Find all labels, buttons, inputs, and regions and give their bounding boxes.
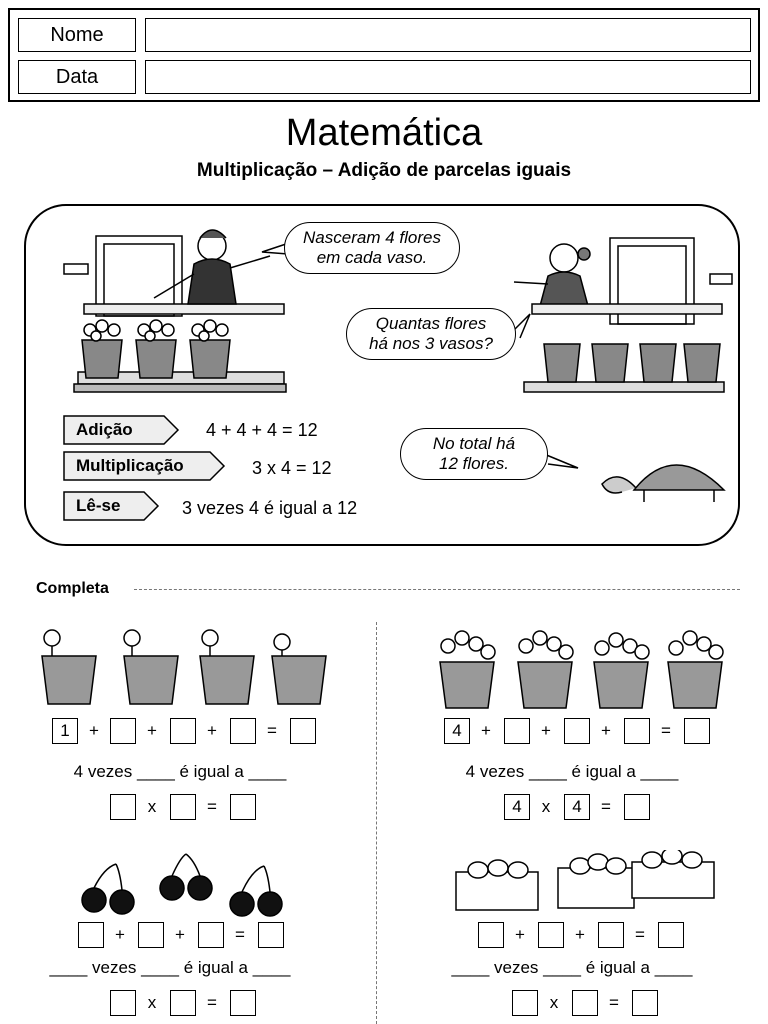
exercise-1-2-pictures	[0, 620, 768, 720]
ex1-sentence: 4 vezes ____ é igual a ____	[73, 762, 287, 781]
ex1-box-4[interactable]	[230, 718, 256, 744]
ex4-box-2[interactable]	[538, 922, 564, 948]
ex1-plus-3: +	[207, 721, 217, 740]
ex2-mult-box-b[interactable]: 4	[564, 794, 590, 820]
ex3-plus-1: +	[115, 925, 125, 944]
ex3-mult-box-b[interactable]	[170, 990, 196, 1016]
ex4-plus-2: +	[575, 925, 585, 944]
ex3-times: x	[147, 993, 157, 1012]
ex1-box-2[interactable]	[110, 718, 136, 744]
ex3-sentence: ____ vezes ____ é igual a ____	[49, 958, 291, 977]
ex4-times: x	[549, 993, 559, 1012]
ex1-mult-box-b[interactable]	[170, 794, 196, 820]
ex1-plus-2: +	[147, 721, 157, 740]
ex2-mult-result[interactable]	[624, 794, 650, 820]
name-label: Nome	[18, 18, 136, 52]
speech-bubble-turtle: No total há 12 flores.	[400, 428, 548, 480]
ex2-plus-3: +	[601, 721, 611, 740]
ex4-box-1[interactable]	[478, 922, 504, 948]
ex3-mult-equals: =	[207, 993, 217, 1012]
tag-le-se: Lê-se	[76, 496, 121, 515]
ex3-equals: =	[235, 925, 245, 944]
ex3-box-1[interactable]	[78, 922, 104, 948]
ex4-equals: =	[635, 925, 645, 944]
ex4-mult-box-b[interactable]	[572, 990, 598, 1016]
ex4-mult-result[interactable]	[632, 990, 658, 1016]
section-label: Completa	[36, 580, 109, 597]
ex2-mult-equals: =	[601, 797, 611, 816]
page-title: Matemática	[285, 112, 483, 154]
ex3-box-3[interactable]	[198, 922, 224, 948]
name-field[interactable]	[145, 18, 751, 52]
ex3-box-2[interactable]	[138, 922, 164, 948]
ex1-mult-equals: =	[207, 797, 217, 816]
section-divider	[134, 589, 740, 590]
ex2-box-3[interactable]	[564, 718, 590, 744]
ex3-mult-box-a[interactable]	[110, 990, 136, 1016]
eq-adicao: 4 + 4 + 4 = 12	[206, 420, 318, 440]
exercise-3-4-pictures	[0, 850, 768, 920]
ex2-box-2[interactable]	[504, 718, 530, 744]
ex1-box-1[interactable]: 1	[52, 718, 78, 744]
ex1-mult-box-a[interactable]	[110, 794, 136, 820]
ex1-times: x	[147, 797, 157, 816]
ex2-equals: =	[661, 721, 671, 740]
date-field[interactable]	[145, 60, 751, 94]
ex1-box-3[interactable]	[170, 718, 196, 744]
page-subtitle: Multiplicação – Adição de parcelas iguais	[196, 160, 572, 181]
ex4-sentence: ____ vezes ____ é igual a ____	[451, 958, 693, 977]
ex2-sentence: 4 vezes ____ é igual a ____	[465, 762, 679, 781]
date-label: Data	[18, 60, 136, 94]
speech-bubble-boy: Nasceram 4 flores em cada vaso.	[284, 222, 460, 274]
tag-multiplicacao: Multiplicação	[76, 456, 184, 475]
ex3-box-result[interactable]	[258, 922, 284, 948]
ex4-plus-1: +	[515, 925, 525, 944]
ex1-equals: =	[267, 721, 277, 740]
ex2-box-result[interactable]	[684, 718, 710, 744]
ex2-plus-2: +	[541, 721, 551, 740]
ex1-box-result[interactable]	[290, 718, 316, 744]
ex2-times: x	[541, 797, 551, 816]
tag-adicao: Adição	[76, 420, 133, 439]
ex1-mult-result[interactable]	[230, 794, 256, 820]
ex2-box-1[interactable]: 4	[444, 718, 470, 744]
ex4-box-result[interactable]	[658, 922, 684, 948]
ex3-mult-result[interactable]	[230, 990, 256, 1016]
ex2-mult-box-a[interactable]: 4	[504, 794, 530, 820]
speech-bubble-girl: Quantas flores há nos 3 vasos?	[346, 308, 516, 360]
ex4-box-3[interactable]	[598, 922, 624, 948]
ex2-plus-1: +	[481, 721, 491, 740]
ex4-mult-box-a[interactable]	[512, 990, 538, 1016]
eq-le-se: 3 vezes 4 é igual a 12	[182, 498, 358, 518]
ex2-box-4[interactable]	[624, 718, 650, 744]
ex1-plus-1: +	[89, 721, 99, 740]
ex4-mult-equals: =	[609, 993, 619, 1012]
eq-multiplicacao: 3 x 4 = 12	[252, 458, 332, 478]
ex3-plus-2: +	[175, 925, 185, 944]
